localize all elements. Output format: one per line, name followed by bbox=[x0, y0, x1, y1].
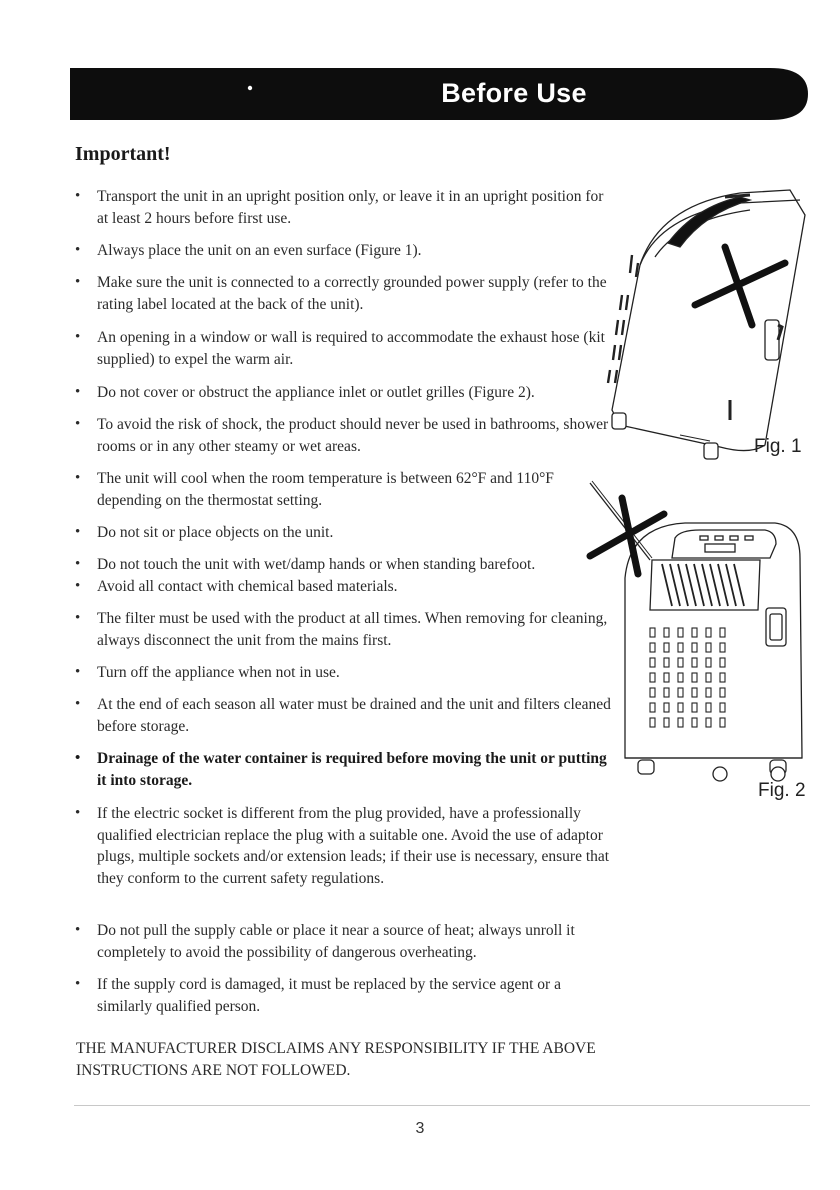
figure-2 bbox=[580, 478, 815, 788]
page-title: Before Use bbox=[441, 78, 587, 108]
list-item: • If the supply cord is damaged, it must be replaced by the service agent or a similarly qualified person. bbox=[75, 974, 615, 1017]
list-item: • Avoid all contact with chemical based materials. bbox=[75, 576, 398, 598]
list-item: • Do not sit or place objects on the unit. bbox=[75, 522, 333, 544]
section-banner bbox=[70, 68, 808, 120]
footer-divider bbox=[74, 1105, 810, 1106]
list-item: • At the end of each season all water must be drained and the unit and filters cleaned before storage. bbox=[75, 694, 615, 737]
important-heading: Important! bbox=[75, 143, 171, 165]
tilted-air-conditioner-crossed-icon bbox=[600, 185, 815, 475]
list-item-bold: • Drainage of the water container is required before moving the unit or putting it into storage. bbox=[75, 748, 615, 791]
list-item: • Do not touch the unit with wet/damp hands or when standing barefoot. bbox=[75, 554, 535, 576]
figure-1-label: Fig. 1 bbox=[754, 436, 802, 457]
list-item: • If the electric socket is different from the plug provided, have a professionally qualified electrician replace the plug with a suitable one. Avoid the use of adaptor plugs, multiple sockets and/or extension leads; if their use is necessary, ensure that they conform to the current safety regulations. bbox=[75, 803, 615, 889]
list-item: • To avoid the risk of shock, the product should never be used in bathrooms, shower rooms or in any other steamy or wet areas. bbox=[75, 414, 615, 457]
disclaimer-text: THE MANUFACTURER DISCLAIMS ANY RESPONSIBILITY IF THE ABOVE INSTRUCTIONS ARE NOT FOLLOWED. bbox=[76, 1040, 596, 1079]
list-item: • Always place the unit on an even surface (Figure 1). bbox=[75, 240, 422, 262]
list-item: • An opening in a window or wall is required to accommodate the exhaust hose (kit supplied) to expel the warm air. bbox=[75, 327, 615, 370]
list-item: • Do not cover or obstruct the appliance inlet or outlet grilles (Figure 2). bbox=[75, 382, 535, 404]
list-item: • Transport the unit in an upright position only, or leave it in an upright position for at least 2 hours before first use. bbox=[75, 186, 615, 229]
list-item: • Turn off the appliance when not in use. bbox=[75, 662, 340, 684]
figure-2-label: Fig. 2 bbox=[758, 780, 806, 801]
figure-1 bbox=[600, 185, 815, 475]
list-item: • Do not pull the supply cable or place it near a source of heat; always unroll it completely to avoid the possibility of dangerous overheating. bbox=[75, 920, 615, 963]
list-item: • The filter must be used with the product at all times. When removing for cleaning, always disconnect the unit from the mains first. bbox=[75, 608, 615, 651]
list-item: • Make sure the unit is connected to a correctly grounded power supply (refer to the rating label located at the back of the unit). bbox=[75, 272, 615, 315]
page-number: 3 bbox=[415, 1120, 425, 1137]
list-item: • The unit will cool when the room temperature is between 62°F and 110°F depending on the thermostat setting. bbox=[75, 468, 615, 511]
blocked-grille-air-conditioner-icon bbox=[580, 478, 815, 788]
